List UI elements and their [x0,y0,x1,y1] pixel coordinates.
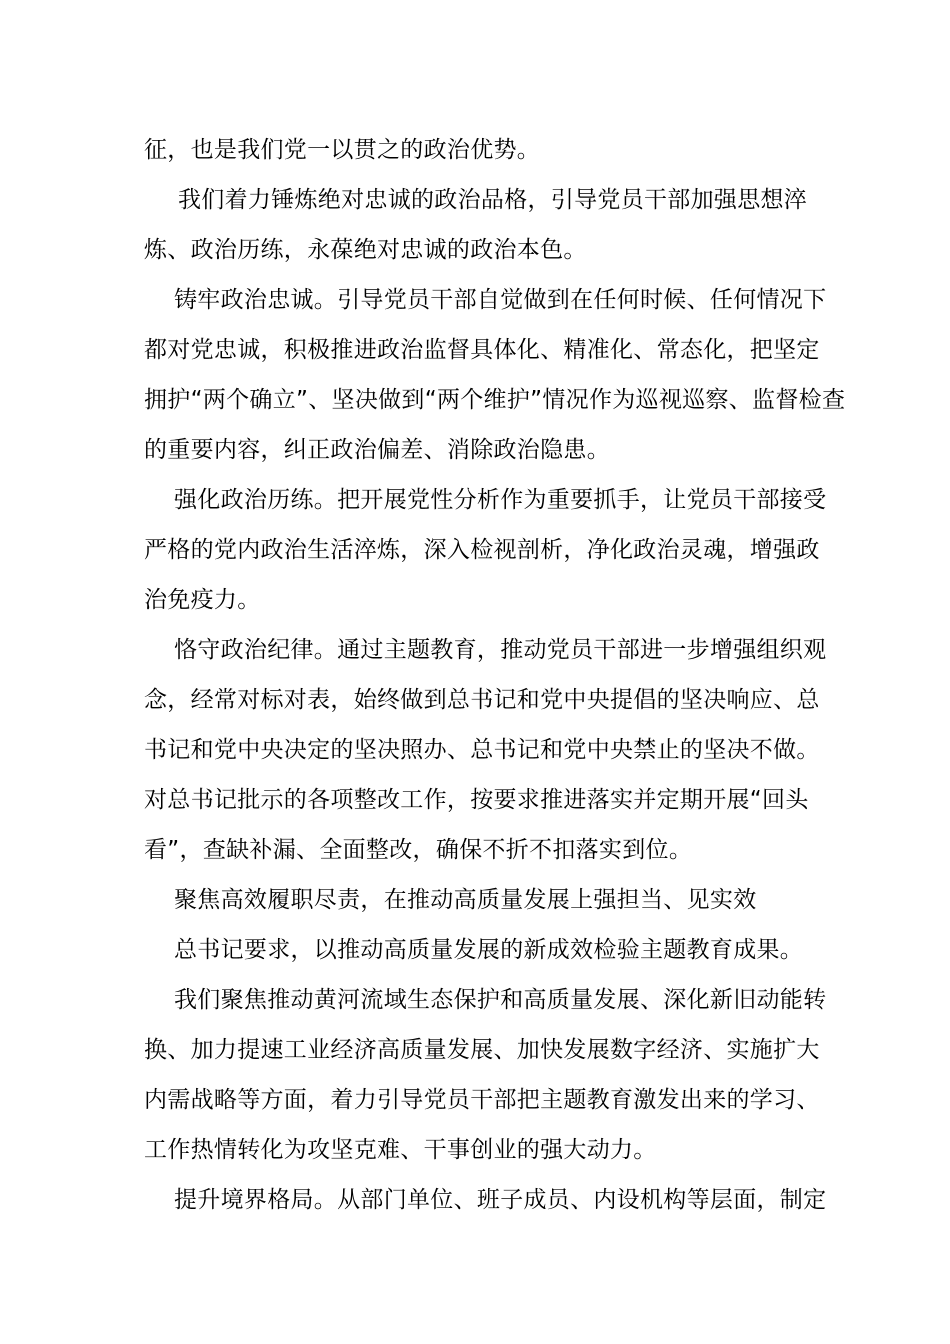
paragraph-political-training [144,475,827,625]
text-line: 炼、政治历练，永葆绝对忠诚的政治本色。 [144,237,587,263]
heading-line: 聚焦高效履职尽责，在推动高质量发展上强担当、见实效 [174,887,757,913]
text-line: 强化政治历练。把开展党性分析作为重要抓手，让党员干部接受 [174,487,827,513]
text-line: 工作热情转化为攻坚克难、干事创业的强大动力。 [144,1137,657,1163]
paragraph-political-discipline [144,625,827,875]
paragraph-requirement [144,925,809,975]
text-line: 铸牢政治忠诚。引导党员干部自觉做到在任何时候、任何情况下 [174,287,827,313]
text-line: 内需战略等方面，着力引导党员干部把主题教育激发出来的学习、 [144,1087,820,1113]
text-line: 对总书记批示的各项整改工作，按要求推进落实并定期开展“回头 [144,787,809,813]
text-line: 提升境界格局。从部门单位、班子成员、内设机构等层面，制定 [174,1187,827,1213]
text-line: 总书记要求，以推动高质量发展的新成效检验主题教育成果。 [174,937,804,963]
paragraph-continuation [144,125,809,175]
text-line: 念，经常对标对表，始终做到总书记和党中央提倡的坚决响应、总 [144,687,820,713]
document-body [144,125,846,1225]
text-line: 征，也是我们党一以贯之的政治优势。 [144,137,541,163]
text-line: 看”，查缺补漏、全面整改，确保不折不扣落实到位。 [144,837,693,863]
text-line: 书记和党中央决定的坚决照办、总书记和党中央禁止的坚决不做。 [144,737,820,763]
text-line: 拥护“两个确立”、坚决做到“两个维护”情况作为巡视巡察、监督检查 [144,387,846,413]
text-line: 换、加力提速工业经济高质量发展、加快发展数字经济、实施扩大 [144,1037,820,1063]
text-line: 严格的党内政治生活淬炼，深入检视剖析，净化政治灵魂，增强政 [144,537,820,563]
paragraph-political-loyalty [144,275,846,475]
text-line: 都对党忠诚，积极推进政治监督具体化、精准化、常态化，把坚定 [144,337,820,363]
text-line: 治免疫力。 [144,587,261,613]
text-line: 的重要内容，纠正政治偏差、消除政治隐患。 [144,437,610,463]
paragraph-focus [144,975,827,1175]
text-line: 我们聚焦推动黄河流域生态保护和高质量发展、深化新旧动能转 [174,987,827,1013]
paragraph-loyalty-intro [144,175,809,275]
text-line: 我们着力锤炼绝对忠诚的政治品格，引导党员干部加强思想淬 [178,187,808,213]
paragraph-vision [144,1175,827,1225]
section-heading [144,875,809,925]
text-line: 恪守政治纪律。通过主题教育，推动党员干部进一步增强组织观 [174,637,827,663]
